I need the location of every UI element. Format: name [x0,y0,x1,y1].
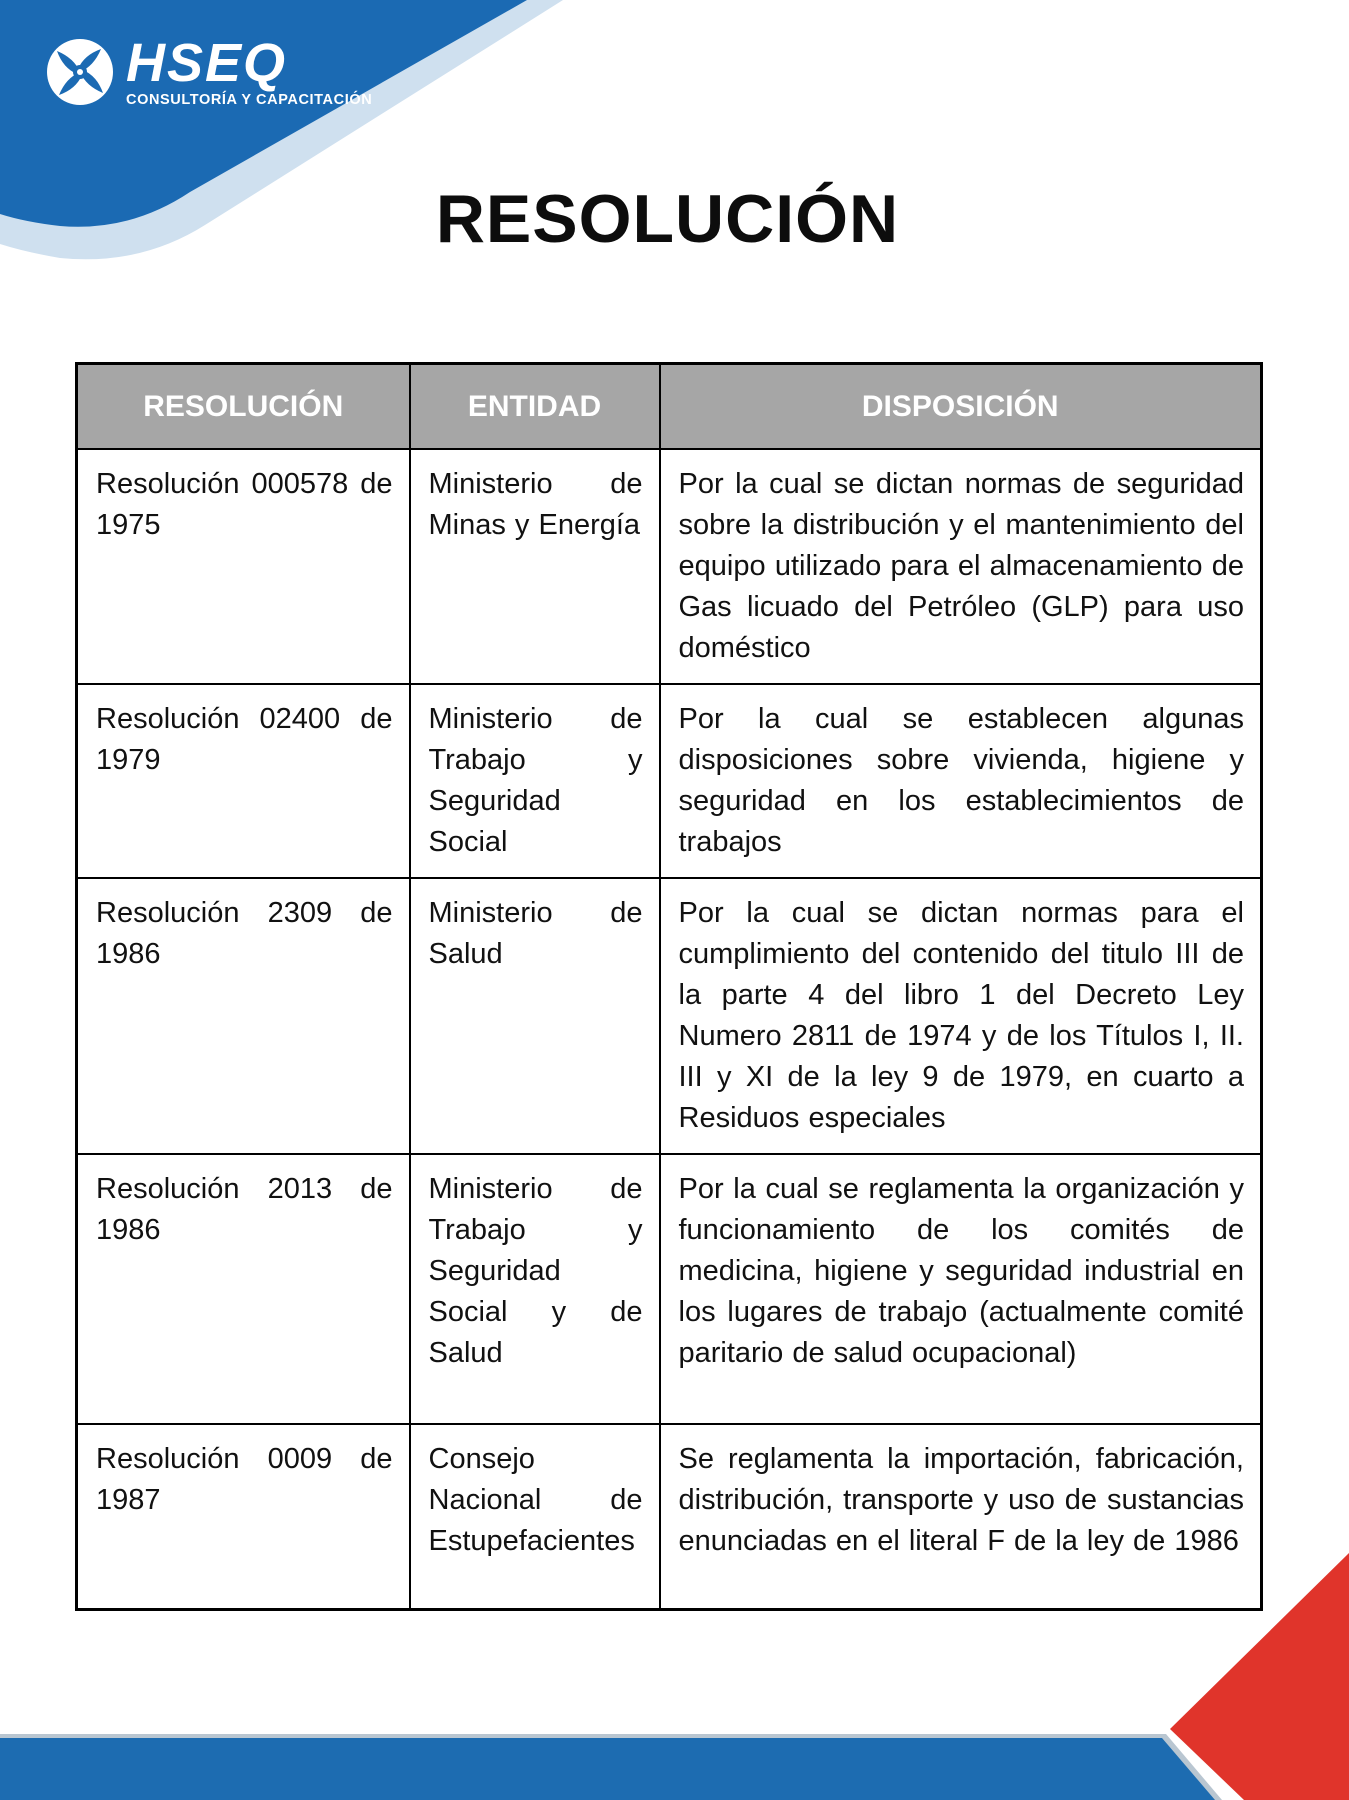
col-header-disposicion: DISPOSICIÓN [660,364,1262,449]
logo-brand-text: HSEQ [126,33,288,93]
cell-entidad: Ministerio de Salud [410,878,660,1154]
cell-entidad: Ministerio de Minas y Energía [410,449,660,684]
cell-entidad: Ministerio de Trabajo y Seguridad Social [410,684,660,878]
cell-disposicion: Por la cual se reglamenta la organización y funcionamiento de los comités de medicina, higiene y seguridad industrial en los lugares de trabajo (actualmente comité paritario de salud ocupacional) [660,1154,1262,1424]
col-header-resolucion: RESOLUCIÓN [77,364,410,449]
table-row [77,878,1262,1154]
cell-disposicion: Por la cual se dictan normas para el cumplimiento del contenido del titulo III de la parte 4 del libro 1 del Decreto Ley Numero 2811 de 1974 y de los Títulos I, II. III y XI de la ley 9 de 1979, en cuarto a Residuos especiales [660,878,1262,1154]
cell-resolucion: Resolución 000578 de 1975 [77,449,410,684]
col-header-entidad: ENTIDAD [410,364,660,449]
cell-entidad: Consejo Nacional de Estupefacientes [410,1424,660,1610]
cell-resolucion: Resolución 2309 de 1986 [77,878,410,1154]
cell-disposicion: Se reglamenta la importación, fabricación, distribución, transporte y uso de sustancias enunciadas en el literal F de la ley de 1986 [660,1424,1262,1610]
hseq-logo [44,33,373,108]
footer-decoration [0,1550,1349,1800]
page-title: RESOLUCIÓN [435,181,900,257]
table-row [77,1154,1262,1424]
resolutions-table [75,362,1263,1611]
cell-resolucion: Resolución 02400 de 1979 [77,684,410,878]
table-row [77,449,1262,684]
footer-blue-band [0,1738,1215,1800]
cell-disposicion: Por la cual se establecen algunas disposiciones sobre vivienda, higiene y seguridad en los establecimientos de trabajos [660,684,1262,878]
cell-disposicion: Por la cual se dictan normas de seguridad sobre la distribución y el mantenimiento del equipo utilizado para el almacenamiento de Gas licuado del Petróleo (GLP) para uso doméstico [660,449,1262,684]
hseq-logo-icon [44,36,116,108]
cell-entidad: Ministerio de Trabajo y Seguridad Social y de Salud [410,1154,660,1424]
footer-red-arrow [1170,1553,1349,1800]
cell-resolucion: Resolución 2013 de 1986 [77,1154,410,1424]
logo-tagline-text: CONSULTORÍA Y CAPACITACIÓN [126,92,373,108]
table-row [77,684,1262,878]
table-header-row [77,364,1262,449]
cell-resolucion: Resolución 0009 de 1987 [77,1424,410,1610]
